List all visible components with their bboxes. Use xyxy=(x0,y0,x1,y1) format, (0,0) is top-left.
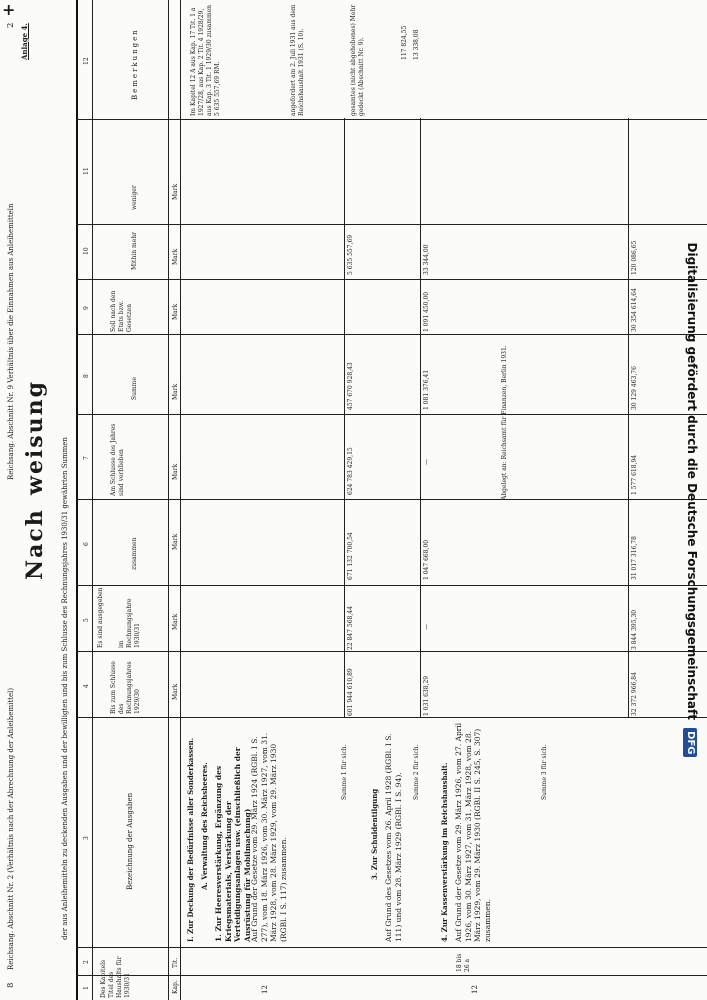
col-number-line xyxy=(92,0,93,1000)
cell: 33 344,00 xyxy=(423,244,430,275)
header-tit: Tit. xyxy=(172,957,179,968)
col-number: 10 xyxy=(83,247,90,255)
section-4-text: Auf Grund der Gesetze vom 29. März 1926, vom 27. April 1926, vom 30. März 1927, vom 31. März 1928, vom 28. März 1929, vom 29. März 1930 (RGBl. II S. 245, S. 307) zusammen. xyxy=(454,722,492,942)
col-number: 8 xyxy=(83,374,90,378)
header-am-schluss: Am Schlusse des Jahres sind verblieben xyxy=(110,423,125,496)
remark-value: 117 824,55 xyxy=(401,25,408,60)
header-bis-zum: Bis zum Schlusse des Rechnungsjahres 1929/30 xyxy=(110,661,141,714)
cell: 31 017 316,78 xyxy=(631,536,638,580)
table-top-line xyxy=(76,0,78,1000)
col-divider-4 xyxy=(76,651,707,652)
col-number: 4 xyxy=(83,684,90,688)
title-left: Nach xyxy=(22,508,48,580)
section-a-title: A. Verwaltung des Reichsheeres. xyxy=(200,762,209,890)
row-kap: 12 xyxy=(261,985,269,994)
section-4-sum: Summe 3 für sich. xyxy=(541,744,548,800)
unit-label: Mark xyxy=(172,248,179,265)
cell: 671 132 700,54 xyxy=(347,532,354,580)
section-title: I. Zur Deckung der Bedürfnisse aller Sonderkassen. xyxy=(186,737,195,942)
cell: 32 372 966,84 xyxy=(631,672,638,716)
col-number: 3 xyxy=(83,836,90,840)
cell: 5 635 557,69 xyxy=(347,234,354,275)
col-number: 7 xyxy=(83,456,90,460)
section-3-text: Auf Grund des Gesetzes vom 26. April 1928 (RGBl. I S. 111) und vom 28. März 1929 (RGBl. I S. 94). xyxy=(384,733,403,942)
section-a-sum: Summe 1 für sich. xyxy=(341,744,348,800)
row-3-line xyxy=(628,118,629,718)
remark: Im Kapitel 12 A aus Kap. 17 Tit. 1 a 1927/28, aus Kap. 2 Tit. 4 1928/29, aus Kap. 3 Tit. 1 1929/30 zusammen 5 635 557,69 RM. xyxy=(190,4,221,116)
header-im-rj: im Rechnungsjahre 1930/31 xyxy=(118,598,141,648)
cell: 1 081 376,41 xyxy=(423,369,430,410)
header-mithin-mehr: Mithin mehr xyxy=(131,231,138,270)
cell: — xyxy=(423,624,430,630)
col-divider-6 xyxy=(76,499,707,500)
header-kapitel: Des Kapitels Titel des Haushalts für 1930/31 xyxy=(100,956,131,998)
cell: 457 670 928,43 xyxy=(347,362,354,410)
dfg-logo: DFG xyxy=(683,728,697,757)
cell: 624 783 429,15 xyxy=(347,447,354,495)
col-number: 12 xyxy=(83,57,90,65)
unit-label: Mark xyxy=(172,383,179,400)
header-kap: Kap. xyxy=(172,980,179,994)
header-bezeichnung: Bezeichnung der Ausgaben xyxy=(126,792,134,890)
unit-label: Mark xyxy=(172,613,179,630)
unit-label: Mark xyxy=(172,533,179,550)
remark: gesamtes (nicht abgehobenes) Mehr gedeckt (Abschnitt Nr. 9). xyxy=(350,4,365,116)
cell: 120 086,65 xyxy=(631,240,638,275)
page-number: 8 xyxy=(6,982,16,988)
footnote: Abgelegt an: Reichsamt für Finanzen, Berlin 1931. xyxy=(501,345,508,500)
row-tit: 18 bis 26 a xyxy=(456,953,471,972)
row-2-line xyxy=(420,118,421,718)
col-number: 11 xyxy=(83,167,90,175)
dfg-banner xyxy=(680,10,704,990)
cell: 22 847 568,44 xyxy=(347,606,354,650)
corner-mark: + xyxy=(2,0,16,19)
header-left: Reichsang. Abschnitt Nr. 2 (Verhältnis nach der Abrechnung der Anleihemittel) xyxy=(7,687,15,970)
anlage-label: Anlage 4. xyxy=(20,23,29,60)
section-3-title: 3. Zur Schuldentilgung xyxy=(370,788,379,880)
col-divider-3 xyxy=(76,717,707,718)
header-bemerkungen: Bemerkungen xyxy=(131,28,139,100)
unit-label: Mark xyxy=(172,683,179,700)
col-divider-2 xyxy=(76,947,707,948)
header-summe: Summe xyxy=(131,377,138,400)
dfg-banner-text xyxy=(680,10,704,990)
col-divider-5 xyxy=(76,585,707,586)
dfg-text: Digitalisierung gefördert durch die Deutsche Forschungsgemeinschaft xyxy=(685,242,699,720)
header-bottom-line xyxy=(168,0,169,1000)
col-divider-9 xyxy=(76,279,707,280)
header-soll-nach: Soll nach den Etats bzw. Gesetzen xyxy=(110,290,133,332)
unit-line xyxy=(180,0,181,1000)
unit-label: Mark xyxy=(172,303,179,320)
col-divider-7 xyxy=(76,414,707,415)
section-4-title: 4. Zur Kassenverstärkung im Reichshaushalt. xyxy=(440,762,449,942)
col-number: 2 xyxy=(83,960,90,964)
col-divider-1 xyxy=(76,975,707,976)
col-number: 9 xyxy=(83,306,90,310)
col-divider-11 xyxy=(76,119,707,120)
col-number: 5 xyxy=(83,618,90,622)
section-3-sum: Summe 2 für sich. xyxy=(413,744,420,800)
cell: 1 047 668,00 xyxy=(423,539,430,580)
section-a-text: Auf Grund der Gesetze vom 29. März 1924 (RGBl. I S. 277), vom 18. März 1926, vom 30. März 1927, vom 31. März 1928, vom 28. März 1929, vom 29. März 1930 (RGBl. I S. 117) zusammen. xyxy=(250,732,288,942)
cell: 1 031 638,29 xyxy=(423,675,430,716)
row-kap: 12 xyxy=(471,985,479,994)
header-weniger: weniger xyxy=(131,185,138,210)
row-1-line xyxy=(344,118,345,718)
col-number: 6 xyxy=(83,542,90,546)
col-number: 1 xyxy=(83,986,90,990)
page-number-right: 2 xyxy=(6,22,16,28)
cell: 3 844 395,30 xyxy=(631,609,638,650)
header-zusammen: zusammen xyxy=(131,537,138,570)
cell: 601 944 610,89 xyxy=(347,668,354,716)
remark-value: 13 338,08 xyxy=(413,29,420,60)
col-divider-8 xyxy=(76,334,707,335)
title-right: weisung xyxy=(22,379,48,495)
unit-label: Mark xyxy=(172,463,179,480)
header-es-sind: Es sind ausgegeben xyxy=(97,587,104,648)
cell: 30 129 463,76 xyxy=(631,366,638,410)
cell: 1 091 450,00 xyxy=(423,291,430,332)
col-divider-10 xyxy=(76,224,707,225)
remark: angefordert am 2. Juli 1931 aus dem Reichshaushalt 1931 (S. 10). xyxy=(290,4,305,116)
cell: — xyxy=(423,459,430,465)
subtitle: der aus Anleihemitteln zu deckenden Ausgaben und der bewilligten und bis zum Schlusse des Rechnungsjahres 1930/31 gewährten Summen xyxy=(61,437,69,940)
header-right: Reichsang. Abschnitt Nr. 9 Verhältnis über die Einnahmen aus Anleihemitteln xyxy=(7,203,15,480)
cell: 30 354 614,64 xyxy=(631,288,638,332)
section-a-sub: 1. Zur Heeresverstärkung, Ergänzung des Kriegsmaterials, Verstärkung der Verteidigungsanlagen usw. (einschließlich der Ausrüstung für Mobilmachung) xyxy=(214,747,252,942)
cell: 1 577 618,94 xyxy=(631,454,638,495)
unit-label: Mark xyxy=(172,183,179,200)
